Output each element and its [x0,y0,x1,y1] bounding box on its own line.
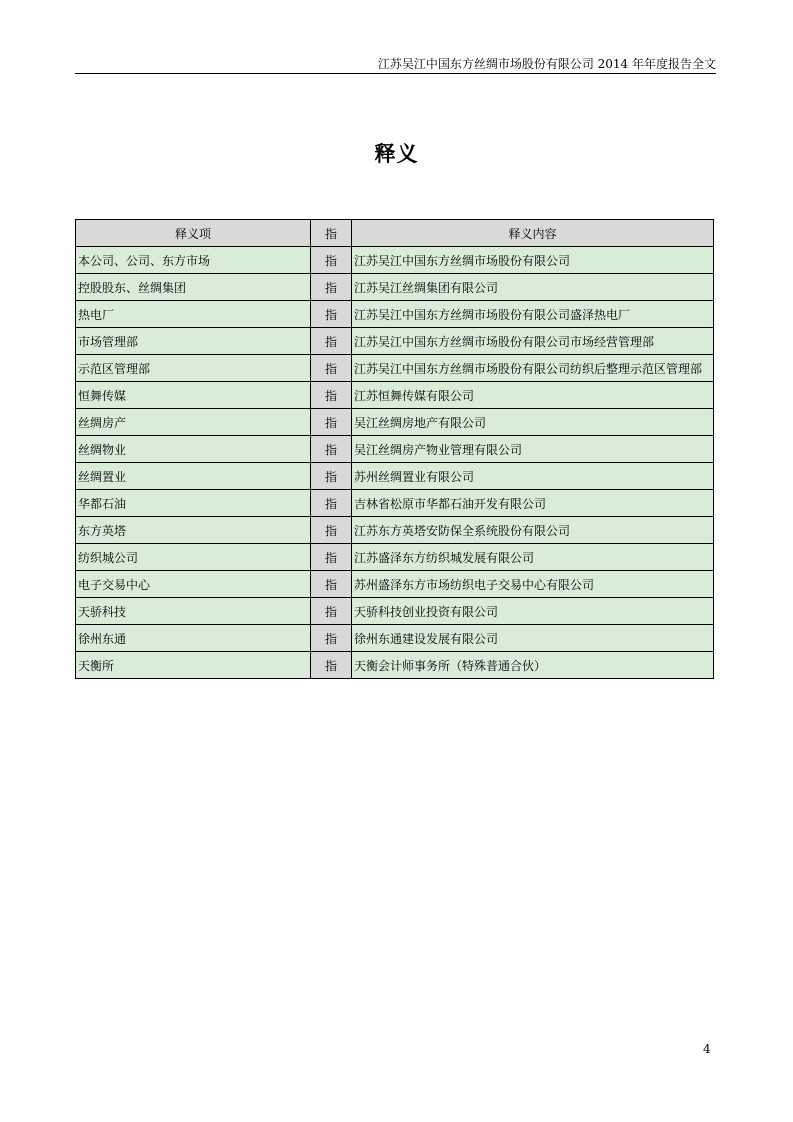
ref-cell: 指 [311,409,352,436]
meaning-cell: 苏州盛泽东方市场纺织电子交易中心有限公司 [352,571,714,598]
ref-cell: 指 [311,517,352,544]
table-row [76,463,714,490]
ref-cell: 指 [311,382,352,409]
ref-cell: 指 [311,598,352,625]
ref-cell: 指 [311,247,352,274]
meaning-cell: 江苏东方英塔安防保全系统股份有限公司 [352,517,714,544]
ref-cell: 指 [311,490,352,517]
term-cell: 市场管理部 [76,328,311,355]
term-cell: 纺织城公司 [76,544,311,571]
header-rule [75,73,716,74]
meaning-cell: 江苏吴江丝绸集团有限公司 [352,274,714,301]
table-row [76,328,714,355]
meaning-cell: 天骄科技创业投资有限公司 [352,598,714,625]
term-cell: 丝绸房产 [76,409,311,436]
ref-cell: 指 [311,463,352,490]
page-title: 释义 [374,142,419,166]
term-cell: 本公司、公司、东方市场 [76,247,311,274]
meaning-cell: 江苏吴江中国东方丝绸市场股份有限公司盛泽热电厂 [352,301,714,328]
page-number: 4 [703,1042,711,1056]
ref-cell: 指 [311,625,352,652]
column-header-term: 释义项 [76,220,311,247]
meaning-cell: 天衡会计师事务所（特殊普通合伙） [352,652,714,679]
column-header-meaning: 释义内容 [352,220,714,247]
ref-cell: 指 [311,544,352,571]
term-cell: 热电厂 [76,301,311,328]
meaning-cell: 江苏吴江中国东方丝绸市场股份有限公司纺织后整理示范区管理部 [352,355,714,382]
ref-cell: 指 [311,436,352,463]
meaning-cell: 吴江丝绸房产物业管理有限公司 [352,436,714,463]
term-cell: 华都石油 [76,490,311,517]
meaning-cell: 吉林省松原市华都石油开发有限公司 [352,490,714,517]
meaning-cell: 江苏恒舞传媒有限公司 [352,382,714,409]
table-row [76,490,714,517]
term-cell: 天骄科技 [76,598,311,625]
term-cell: 示范区管理部 [76,355,311,382]
table-row [76,571,714,598]
column-header-ref: 指 [311,220,352,247]
table-row [76,517,714,544]
meaning-cell: 徐州东通建设发展有限公司 [352,625,714,652]
table-header-row [76,220,714,247]
table-row [76,274,714,301]
table-row [76,652,714,679]
ref-cell: 指 [311,301,352,328]
term-cell: 电子交易中心 [76,571,311,598]
term-cell: 丝绸物业 [76,436,311,463]
meaning-cell: 江苏盛泽东方纺织城发展有限公司 [352,544,714,571]
table-row [76,625,714,652]
page-header: 江苏吴江中国东方丝绸市场股份有限公司 2014 年年度报告全文 [377,57,716,71]
table-row [76,301,714,328]
ref-cell: 指 [311,274,352,301]
meaning-cell: 吴江丝绸房地产有限公司 [352,409,714,436]
term-cell: 恒舞传媒 [76,382,311,409]
term-cell: 徐州东通 [76,625,311,652]
meaning-cell: 江苏吴江中国东方丝绸市场股份有限公司 [352,247,714,274]
table-row [76,247,714,274]
ref-cell: 指 [311,571,352,598]
meaning-cell: 江苏吴江中国东方丝绸市场股份有限公司市场经营管理部 [352,328,714,355]
ref-cell: 指 [311,652,352,679]
term-cell: 东方英塔 [76,517,311,544]
table-row [76,598,714,625]
meaning-cell: 苏州丝绸置业有限公司 [352,463,714,490]
term-cell: 丝绸置业 [76,463,311,490]
table-row [76,355,714,382]
table-row [76,544,714,571]
table-row [76,436,714,463]
term-cell: 天衡所 [76,652,311,679]
ref-cell: 指 [311,328,352,355]
ref-cell: 指 [311,355,352,382]
table-row [76,382,714,409]
term-cell: 控股股东、丝绸集团 [76,274,311,301]
definitions-table [75,219,714,679]
table-row [76,409,714,436]
